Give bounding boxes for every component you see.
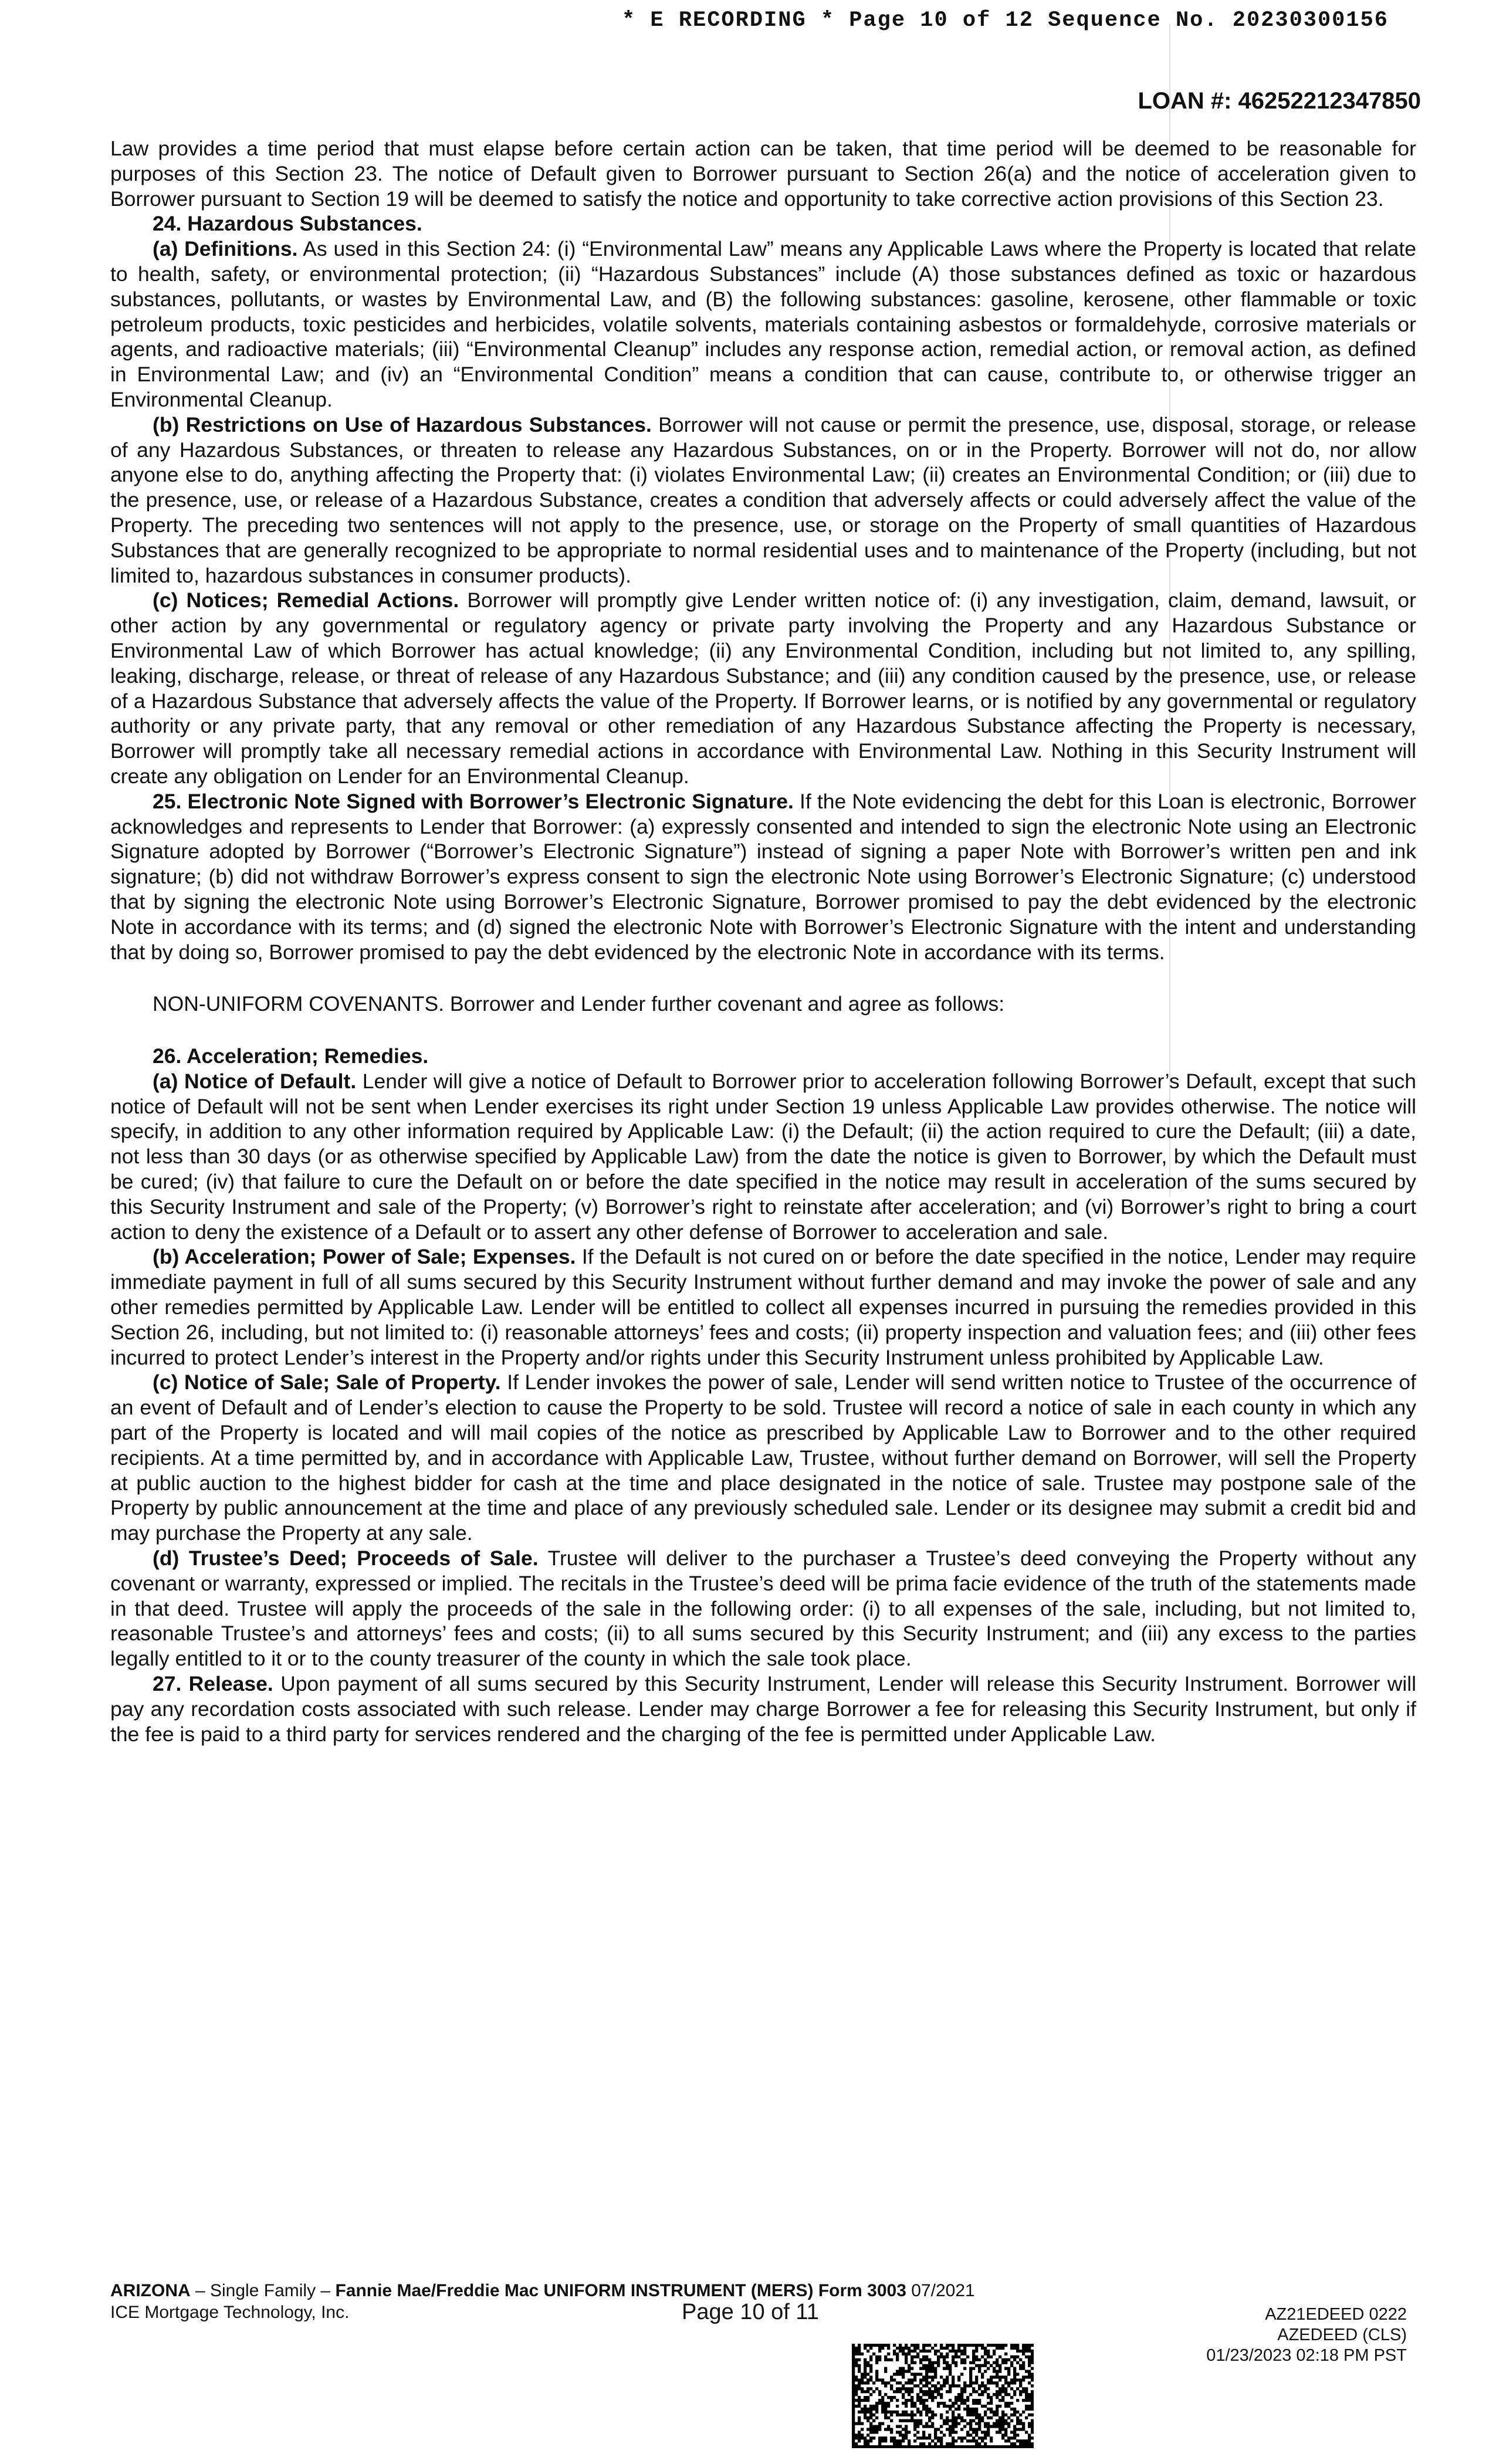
section-24b-text: Borrower will not cause or permit the presence, use, disposal, storage, or release of any Hazardous Substances, or threaten to release any Hazardous Substances, on or in the Property. Borrower will not do, nor allow anyone else to do, anything affecting the Property that: (i) violates Environmental Law; (ii) creates an Environmental Condition; or (iii) due to the presence, use, or release of a Hazardous Substance, creates a condition that adversely affects or could adversely affect the value of the Property. The preceding two sentences will not apply to the presence, use, or storage on the Property of small quantities of Hazardous Substances that are generally recognized to be appropriate to normal residential uses and to maintenance of the Property (including, but not limited to, hazardous substances in consumer products).	[110, 412, 1416, 587]
section-24a-text: As used in this Section 24: (i) “Environmental Law” means any Applicable Laws where the Property is located that relate to health, safety, or environmental protection; (ii) “Hazardous Substances” include (A) those substances defined as toxic or hazardous substances, pollutants, or wastes by Environmental Law, and (B) the following substances: gasoline, kerosene, other flammable or toxic petroleum products, toxic pesticides and herbicides, volatile solvents, materials containing asbestos or formaldehyde, corrosive materials or agents, and radioactive materials; (iii) “Environmental Cleanup” includes any response action, remedial action, or removal action, as defined in Environmental Law; and (iv) an “Environmental Condition” means a condition that can cause, contribute to, or otherwise trigger an Environmental Cleanup.	[110, 237, 1416, 411]
section-24c-text: Borrower will promptly give Lender written notice of: (i) any investigation, claim, demand, lawsuit, or other action by any governmental or regulatory agency or private party involving the Property and any Hazardous Substance or Environmental Law of which Borrower has actual knowledge; (ii) any Environmental Condition, including but not limited to, any spilling, leaking, discharge, release, or threat of release of any Hazardous Substance; and (iii) any condition caused by the presence, use, or release of a Hazardous Substance that adversely affects the value of the Property. If Borrower learns, or is notified by any governmental or regulatory authority or any private party, that any removal or other remediation of any Hazardous Substance affecting the Property is necessary, Borrower will promptly take all necessary remedial actions in accordance with Environmental Law. Nothing in this Security Instrument will create any obligation on Lender for an Environmental Cleanup.	[110, 588, 1416, 788]
section-24b	[110, 412, 1416, 588]
section-26b-title: (b) Acceleration; Power of Sale; Expenses.	[153, 1245, 576, 1269]
section-27-title: 27. Release.	[153, 1672, 273, 1696]
section-27-text: Upon payment of all sums secured by this Security Instrument, Lender will release this Security Instrument. Borrower will pay any recordation costs associated with such release. Lender may charge Borrower a fee for releasing this Security Instrument, but only if the fee is paid to a third party for services rendered and the charging of the fee is permitted under Applicable Law.	[110, 1672, 1417, 1746]
section-25	[110, 789, 1416, 965]
footer-code-1: AZ21EDEED 0222	[1265, 2305, 1407, 2324]
footer-form-desc-a: – Single Family –	[190, 2281, 336, 2300]
footer-code-2: AZEDEED (CLS)	[1277, 2326, 1407, 2344]
intro-paragraph: Law provides a time period that must elapse before certain action can be taken, that time period will be deemed to be reasonable for purposes of this Section 23. The notice of Default given to Borrower pursuant to Section 26(a) and the notice of acceleration given to Borrower pursuant to Section 19 will be deemed to satisfy the notice and opportunity to take corrective action provisions of this Section 23.	[110, 137, 1416, 211]
section-26-heading: 26. Acceleration; Remedies.	[153, 1044, 429, 1068]
footer-form-desc-b: Fannie Mae/Freddie Mac UNIFORM INSTRUMENT (MERS) Form 3003	[335, 2281, 906, 2300]
footer-state: ARIZONA	[110, 2281, 191, 2300]
section-24-heading: 24. Hazardous Substances.	[153, 212, 422, 236]
section-26c-title: (c) Notice of Sale; Sale of Property.	[153, 1370, 501, 1395]
footer-form-line	[110, 2281, 975, 2301]
section-25-text: If the Note evidencing the debt for this Loan is electronic, Borrower acknowledges and represents to Lender that Borrower: (a) expressly consented and intended to sign the electronic Note using an Electronic Signature adopted by Borrower (“Borrower’s Electronic Signature”) instead of signing a paper Note with Borrower’s written pen and ink signature; (b) did not withdraw Borrower’s express consent to sign the electronic Note using Borrower’s Electronic Signature; (c) understood that by signing the electronic Note using Borrower’s Electronic Signature, Borrower promised to pay the debt evidenced by the electronic Note in accordance with its terms; and (d) signed the electronic Note with Borrower’s Electronic Signature with the intent and understanding that by doing so, Borrower promised to pay the debt evidenced by the electronic Note in accordance with its terms.	[110, 789, 1417, 964]
recording-header: * E RECORDING * Page 10 of 12 Sequence No. 20230300156	[622, 8, 1389, 33]
barcode-icon	[852, 2344, 1034, 2448]
section-27	[110, 1671, 1416, 1747]
section-24c	[110, 588, 1416, 788]
section-26b-text: If the Default is not cured on or before the date specified in the notice, Lender may require immediate payment in full of all sums secured by this Security Instrument without further demand and may invoke the power of sale and any other remedies permitted by Applicable Law. Lender will be entitled to collect all expenses incurred in pursuing the remedies provided in this Section 26, including, but not limited to: (i) reasonable attorneys’ fees and costs; (ii) property inspection and valuation fees; and (iii) other fees incurred to protect Lender’s interest in the Property and/or rights under this Security Instrument unless prohibited by Applicable Law.	[110, 1245, 1416, 1369]
footer-form-date: 07/2021	[906, 2281, 975, 2300]
section-26c-text: If Lender invokes the power of sale, Lender will send written notice to Trustee of the occurrence of an event of Default and of Lender’s election to cause the Property to be sold. Trustee will record a notice of sale in each county in which any part of the Property is located and will mail copies of the notice as prescribed by Applicable Law to Borrower and to the other required recipients. At a time permitted by, and in accordance with Applicable Law, Trustee, without further demand on Borrower, will sell the Property at public auction to the highest bidder for cash at the time and place designated in the notice of sale. Trustee may postpone sale of the Property by public announcement at the time and place of any previously scheduled sale. Lender or its designee may submit a credit bid and may purchase the Property at any sale.	[110, 1370, 1416, 1545]
section-26d	[110, 1546, 1416, 1671]
footer-page-number: Page 10 of 11	[682, 2300, 819, 2324]
section-26a-title: (a) Notice of Default.	[153, 1069, 357, 1093]
section-26c	[110, 1370, 1416, 1546]
non-uniform-covenants: NON-UNIFORM COVENANTS. Borrower and Lender further covenant and agree as follows:	[153, 992, 1005, 1016]
spacer	[110, 964, 1416, 991]
loan-number: LOAN #: 46252212347850	[1138, 88, 1421, 114]
footer-company: ICE Mortgage Technology, Inc.	[110, 2303, 350, 2322]
section-26d-title: (d) Trustee’s Deed; Proceeds of Sale.	[153, 1546, 539, 1571]
section-26a	[110, 1069, 1416, 1245]
document-body	[110, 136, 1416, 1747]
section-24b-title: (b) Restrictions on Use of Hazardous Substances.	[153, 412, 652, 436]
section-26d-text: Trustee will deliver to the purchaser a Trustee’s deed conveying the Property without any covenant or warranty, expressed or implied. The recitals in the Trustee’s deed will be prima facie evidence of the truth of the statements made in that deed. Trustee will apply the proceeds of the sale in the following order: (i) to all expenses of the sale, including, but not limited to, reasonable Trustee’s and attorneys’ fees and costs; (ii) to all sums secured by this Security Instrument; and (iii) any excess to the parties legally entitled to it or to the county treasurer of the county in which the sale took place.	[110, 1546, 1417, 1671]
section-26a-text: Lender will give a notice of Default to Borrower prior to acceleration following Borrower’s Default, except that such notice of Default will not be sent when Lender exercises its right under Section 19 unless Applicable Law provides otherwise. The notice will specify, in addition to any other information required by Applicable Law: (i) the Default; (ii) the action required to cure the Default; (iii) a date, not less than 30 days (or as otherwise specified by Applicable Law) from the date the notice is given to Borrower, by which the Default must be cured; (iv) that failure to cure the Default on or before the date specified in the notice may result in acceleration of the sums secured by this Security Instrument and sale of the Property; (v) Borrower’s right to reinstate after acceleration; and (vi) Borrower’s right to bring a court action to deny the existence of a Default or to assert any other defense of Borrower to acceleration and sale.	[110, 1069, 1416, 1244]
spacer	[110, 1017, 1416, 1044]
footer-timestamp: 01/23/2023 02:18 PM PST	[1206, 2346, 1407, 2365]
section-24a	[110, 236, 1416, 412]
section-25-title: 25. Electronic Note Signed with Borrower’s Electronic Signature.	[153, 789, 794, 813]
footer-codes	[1206, 2304, 1407, 2366]
section-24c-title: (c) Notices; Remedial Actions.	[153, 588, 459, 612]
section-26b	[110, 1244, 1416, 1370]
section-24a-title: (a) Definitions.	[153, 237, 298, 261]
